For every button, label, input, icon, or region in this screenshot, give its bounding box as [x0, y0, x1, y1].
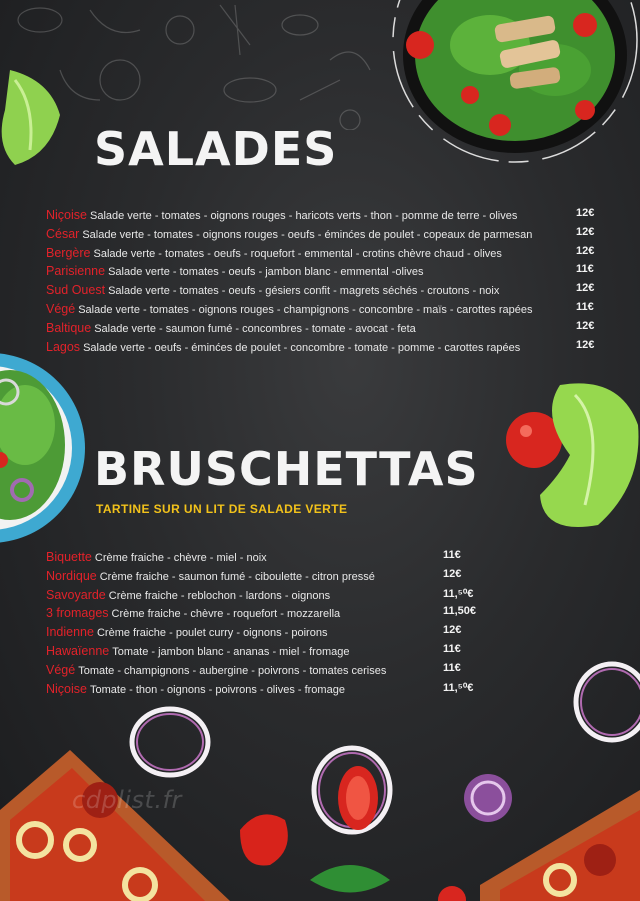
menu-item	[46, 319, 606, 338]
item-description: Crème fraiche - reblochon - lardons - oignons	[108, 589, 331, 602]
menu-item	[46, 586, 486, 605]
item-description: Salade verte - tomates - oeufs - gésiers confit - magrets séchés - croutons - noix	[108, 285, 500, 298]
item-description: Crème fraiche - poulet curry - oignons - poirons	[96, 627, 328, 640]
item-name: Biquette	[46, 550, 92, 564]
item-description: Crème fraiche - chèvre - miel - noix	[94, 552, 267, 564]
item-price: 11€	[443, 661, 461, 674]
menu-item	[46, 661, 486, 680]
item-description: Salade verte - tomates - oignons rouges - haricots verts - thon - pomme de terre - olives	[90, 210, 518, 222]
menu-item	[46, 548, 486, 567]
menu-item	[46, 262, 606, 281]
item-price: 12€	[576, 225, 595, 238]
item-description: Crème fraiche - chèvre - roquefort - mozzarella	[111, 608, 341, 621]
section-title-bruschettas: BRUSCHETTAS	[94, 442, 479, 496]
salad-plate-image	[0, 330, 90, 570]
menu-item	[46, 567, 486, 586]
menu-item	[46, 338, 606, 357]
item-price: 11€	[576, 263, 594, 276]
item-name: Niçoise	[46, 208, 87, 222]
salad-bowl-image	[380, 0, 640, 180]
bruschettas-menu	[46, 548, 486, 698]
item-description: Salade verte - tomates - oignons rouges - champignons - concombre - maïs - carottes rapées	[78, 303, 533, 316]
item-price: 12€	[576, 244, 595, 257]
menu-item	[46, 206, 606, 225]
item-name: Hawaïenne	[46, 643, 110, 658]
item-price: 11,⁵⁰€	[443, 681, 474, 694]
item-description: Salade verte - oeufs - éminćes de poulet - concombre - tomate - pomme - carottes rapées	[83, 341, 521, 354]
menu-item	[46, 680, 486, 699]
item-price: 12€	[576, 319, 595, 332]
item-price: 12€	[443, 567, 462, 580]
item-description: Crème fraiche - saumon fumé - ciboulette - citron pressé	[99, 570, 375, 583]
item-price: 12€	[576, 207, 595, 219]
tomato-and-lettuce-image	[500, 375, 640, 535]
item-description: Salade verte - tomates - oeufs - jambon blanc - emmental -olives	[108, 266, 424, 279]
item-name: Nordique	[46, 568, 97, 583]
item-name: Parisienne	[46, 264, 106, 279]
item-name: 3 fromages	[46, 606, 109, 621]
menu-item	[46, 300, 606, 319]
menu-item	[46, 281, 606, 300]
item-description: Tomate - jambon blanc - ananas - miel - fromage	[112, 645, 350, 658]
item-name: Végé	[46, 301, 76, 316]
menu-item	[46, 642, 486, 661]
menu-item	[46, 244, 606, 263]
lettuce-leaf-image	[0, 60, 70, 170]
menu-item	[46, 604, 486, 623]
section-subtitle: TARTINE SUR UN LIT DE SALADE VERTE	[96, 502, 348, 516]
item-name: Végé	[46, 662, 76, 677]
salades-menu	[46, 206, 606, 356]
item-price: 11€	[443, 642, 461, 655]
menu-item	[46, 225, 606, 244]
item-name: Indienne	[46, 625, 94, 640]
item-price: 12€	[576, 338, 595, 351]
item-description: Tomate - champignons - aubergine - poivrons - tomates cerises	[78, 664, 387, 677]
item-description: Tomate - thon - oignons - poivrons - olives - fromage	[90, 683, 345, 696]
item-name: Bergère	[46, 245, 91, 260]
item-price: 11,⁵⁰€	[443, 587, 474, 600]
item-price: 11€	[576, 300, 594, 313]
menu-item	[46, 623, 486, 642]
item-name: Savoyarde	[46, 587, 106, 602]
section-title-salades: SALADES	[94, 122, 338, 176]
item-description: Salade verte - tomates - oignons rouges - oeufs - éminćes de poulet - copeaux de parmesan	[82, 228, 533, 241]
item-name: Niçoise	[46, 681, 87, 696]
item-price: 11,50€	[443, 605, 477, 618]
item-price: 12€	[443, 624, 462, 637]
item-price: 12€	[576, 282, 595, 295]
item-description: Salade verte - saumon fumé - concombres - tomate - avocat - feta	[94, 322, 416, 335]
item-price: 11€	[443, 549, 461, 561]
item-name: Sud Ouest	[46, 283, 106, 298]
item-name: Lagos	[46, 339, 81, 354]
item-name: César	[46, 226, 80, 241]
item-name: Baltique	[46, 320, 92, 335]
item-description: Salade verte - tomates - oeufs - roquefort - emmental - crotins chèvre chaud - olives	[93, 247, 502, 260]
watermark: cdplist.fr	[72, 786, 182, 814]
